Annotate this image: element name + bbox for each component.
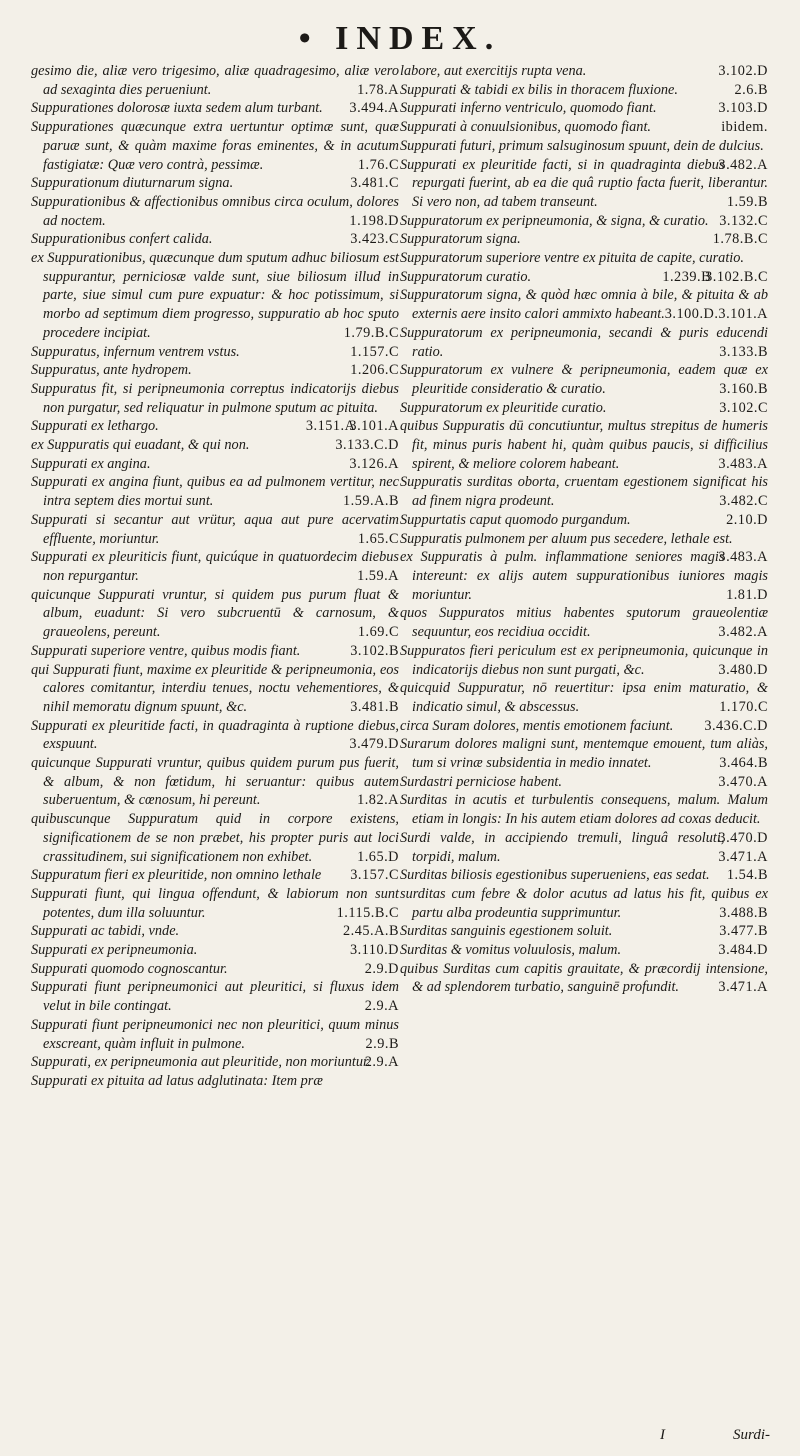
left-column [31, 62, 399, 1091]
entry-text: gesimo die, aliæ vero trigesimo, aliæ quadragesimo, aliæ vero ad sexaginta dies perueniunt. [31, 63, 399, 98]
entry-text: Suppurati fiunt, qui lingua offendunt, & labiorum non sunt potentes, dum illa soluuntur. [31, 885, 399, 921]
index-entry [400, 99, 768, 118]
index-entry [400, 81, 768, 100]
entry-text: Suppurati, ex peripneumonia aut pleuritide, non moriuntur. [31, 1054, 371, 1071]
entry-reference: 2.9.B [365, 1035, 399, 1052]
entry-reference: 1.54.B [726, 867, 768, 884]
entry-reference: 3.100.D.3.101.A [664, 306, 768, 323]
entry-reference: 1.206.C [350, 362, 399, 379]
signature-mark: I [660, 1427, 665, 1443]
entry-text: circa Suram dolores, mentis emotionem faciunt. [400, 717, 674, 734]
entry-text: Surditas sanguinis egestionem soluit. [400, 923, 613, 940]
entry-reference: 3.471.A [718, 979, 768, 996]
entry-text: Surditas in acutis et turbulentis consequens, malum. Malum etiam in longis: In his autem etiam dolores ad coxas deducit. [400, 792, 768, 828]
entry-text: quibus Surditas cum capitis grauitate, & præcordij intensione, & ad splendorem turbatio, sanguinē profundit. [400, 960, 768, 996]
entry-text: Suppurati fiunt peripneumonici aut pleuritici, si fluxus idem velut in bile contingat. [31, 979, 399, 1015]
index-entry [31, 174, 399, 193]
index-entry [400, 212, 768, 231]
entry-text: labore, aut exercitijs rupta vena. [400, 63, 587, 79]
entry-text: Suppuratorum ex pleuritide curatio. [400, 399, 607, 416]
index-entry [400, 717, 768, 736]
entry-reference: 3.480.D [718, 661, 768, 678]
entry-text: Suppurati si secantur aut vrütur, aqua aut pure acervatim effluente, moriuntur. [31, 511, 399, 547]
entry-text: Suppurati ac tabidi, vnde. [31, 923, 180, 940]
entry-reference: 1.79.B.C [343, 324, 399, 341]
entry-text: Surarum dolores maligni sunt, mentemque emouent, tum aliàs, tum si vrinæ subsidentia in medio innatet. [400, 736, 768, 772]
entry-reference: 3.133.C.D [335, 437, 399, 454]
index-entry [400, 735, 768, 772]
index-entry [31, 717, 399, 754]
entry-text: Suppuratorum ex peripneumonia, secandi & puris educendi ratio. [400, 324, 768, 360]
index-entry [400, 866, 768, 885]
entry-reference: 3.482.A [718, 156, 768, 173]
entry-text: Suppuratorum ex peripneumonia, & signa, & curatio. [400, 212, 709, 229]
index-entry [400, 885, 768, 922]
entry-text: Suppurati ex pleuriticis fiunt, quicúque in quatuordecim diebus non repurgantur. [31, 549, 399, 584]
entry-text: Surdastri perniciose habent. [400, 773, 562, 790]
index-entry [31, 361, 399, 380]
index-entry [31, 193, 399, 230]
index-entry [31, 661, 399, 717]
entry-reference: 3.484.D [718, 942, 768, 959]
entry-text: ex Suppurationibus, quæcunque dum sputum adhuc biliosum est suppurantur, perniciosæ valde sunt, siue biliosum illud in parte, siue simul cum pure expuatur: & hoc potissimum, si morbo ad septimum diem progresso, suppuratio ab hoc sputo procedere incipiat. [31, 250, 399, 341]
entry-reference: 3.151.A [305, 418, 356, 435]
entry-reference: 3.464.B [719, 755, 768, 772]
index-entry [31, 810, 399, 866]
entry-reference: 1.115.B.C [336, 904, 399, 921]
entry-text: Suppurati superiore ventre, quibus modis fiant. [31, 642, 301, 659]
index-entry [31, 1053, 399, 1072]
entry-text: Suppuratus, ante hydropem. [31, 362, 192, 379]
entry-reference: 3.157.C [350, 867, 399, 884]
entry-text: quibuscunque Suppuratum quid in corpore existens, significationem de se non præbet, his propter puris aut loci crassitudinem, sui significationem non exhibet. [31, 811, 399, 865]
entry-text: Suppuratus, infernum ventrem vstus. [31, 343, 240, 360]
entry-reference: 1.78.A [357, 81, 399, 98]
entry-text: Suppurati ex angina fiunt, quibus ea ad pulmonem vertitur, nec intra septem dies mortui sunt. [31, 474, 399, 510]
index-entry [31, 586, 399, 642]
index-entry [31, 866, 399, 885]
index-entry [400, 604, 768, 641]
entry-text: Suppuratum fieri ex pleuritide, non omnino lethale [31, 867, 322, 884]
entry-reference: 3.110.D [349, 942, 399, 959]
right-column [400, 62, 768, 997]
entry-text: surditas cum febre & dolor acutus ad latus his fit, quibus ex partu alba prodeuntia supprimuntur. [400, 885, 768, 921]
entry-reference: 1.170.C [719, 698, 768, 715]
entry-text: Suppuratorum signa. [400, 231, 521, 248]
entry-text: Suppuratorum signa, & quòd hæc omnia à bile, & pituita & ab externis aere insito calori ammixto habeant. [400, 287, 768, 323]
entry-reference: 3.102.C [719, 399, 768, 416]
index-entry [400, 829, 768, 866]
index-entry [400, 511, 768, 530]
index-entry [31, 1016, 399, 1053]
index-entry [31, 436, 399, 455]
entry-reference: 3.470.D [718, 829, 768, 846]
entry-reference: 1.65.C [357, 530, 399, 547]
entry-reference: 3.102.D [718, 63, 768, 79]
entry-text: Suppurationibus & affectionibus omnibus circa oculum, dolores ad noctem. [31, 193, 399, 229]
index-entry [31, 230, 399, 249]
entry-text: Suppurati futuri, primum salsuginosum spuunt, dein de dulcius. [400, 137, 764, 154]
index-entry [31, 960, 399, 979]
entry-reference: 3.470.A [718, 773, 768, 790]
entry-reference: 2.6.B [734, 81, 768, 98]
index-entry [31, 417, 399, 436]
entry-text: quos Suppuratos mitius habentes sputorum graueolentiæ sequuntur, eos recidiua occidit. [400, 605, 768, 641]
entry-reference: 3.481.C [350, 175, 399, 192]
entry-text: Suppurationum diuturnarum signa. [31, 175, 234, 192]
entry-text: ex Suppuratis à pulm. inflammatione seniores magis intereunt: ex alijs autem suppurationibus iuniores magis moriuntur. [400, 549, 768, 603]
entry-reference: 3.488.B [719, 904, 768, 921]
entry-text: Suppuratorum superiore ventre ex pituita de capite, curatio. [400, 250, 744, 267]
catchword: Surdi- [733, 1427, 770, 1443]
entry-reference: 2.9.A [364, 1054, 399, 1071]
page-title: • INDEX. [298, 20, 502, 57]
index-entry [400, 399, 768, 418]
entry-reference: 1.59.A.B [342, 493, 399, 510]
entry-reference: 1.78.B.C [712, 231, 768, 248]
entry-text: Surditas & vomitus voluulosis, malum. [400, 942, 622, 959]
entry-reference: 3.482.C [719, 493, 768, 510]
index-entry [400, 324, 768, 361]
index-entry [31, 922, 399, 941]
index-entry [31, 978, 399, 1015]
entry-text: Suppurati quomodo cognoscantur. [31, 960, 228, 977]
entry-reference: 3.160.B [719, 380, 768, 397]
entry-reference: 3.481.B [350, 698, 399, 715]
entry-text: qui Suppurati fiunt, maxime ex pleuritide & peripneumonia, eos calores comitantur, interdiu tenues, noctu vehementiores, & nihil memoratu dignum spuunt, &c. [31, 661, 399, 715]
entry-text: Suppurationibus confert calida. [31, 231, 213, 248]
index-entry [31, 941, 399, 960]
entry-text: quibus Suppuratis dū concutiuntur, multus strepitus de humeris fit, minus puris habent hi, quàm quibus paucis, si difficilius spirent, & meliore colorem habeant. [400, 418, 768, 472]
entry-text: quicunque Suppurati vruntur, quibus quidem purum pus fuerit, & album, & non fœtidum, hi seruantur: quibus autem suberuentum, & cœnosum, hi pereunt. [31, 755, 399, 809]
entry-text: Suppurati & tabidi ex bilis in thoracem fluxione. [400, 81, 678, 98]
index-entry [400, 773, 768, 792]
index-entry [400, 62, 768, 81]
index-entry [400, 922, 768, 941]
index-entry [400, 361, 768, 398]
index-entry [400, 230, 768, 249]
entry-reference: 3.477.B [719, 923, 768, 940]
entry-text: Suppurtatis caput quomodo purgandum. [400, 511, 631, 528]
index-entry [31, 118, 399, 174]
entry-reference: 3.494.A [349, 100, 399, 117]
entry-text: Suppurati ex angina. [31, 455, 151, 472]
entry-reference: 1.69.C [357, 624, 399, 641]
index-entry [400, 548, 768, 604]
entry-text: Suppurati ex pituita ad latus adglutinata: Item præ [31, 1072, 323, 1089]
entry-reference: 3.133.B [719, 343, 768, 360]
entry-reference: 3.126.A [349, 455, 399, 472]
entry-text: Surditas biliosis egestionibus superueniens, eas sedat. [400, 867, 710, 884]
index-entry [400, 286, 768, 323]
index-entry [31, 642, 399, 661]
index-entry [400, 941, 768, 960]
entry-reference: 3.483.A [718, 455, 768, 472]
index-entry [400, 530, 768, 566]
entry-reference: 2.9.A [364, 998, 399, 1015]
entry-reference: 1.157.C [350, 343, 399, 360]
entry-text: quicquid Suppuratur, nō reuertitur: ipsa enim maturatio, & indicatio simul, & abscessus. [400, 680, 768, 715]
index-entry [31, 473, 399, 510]
entry-reference: 3.132.C [719, 212, 768, 229]
index-entry [31, 99, 399, 118]
index-entry [31, 455, 399, 474]
entry-reference: 3.471.A [718, 848, 768, 865]
index-entry [400, 791, 768, 846]
entry-text: Suppurati ex pleuritide facti, in quadraginta à ruptione diebus, exspuunt. [31, 717, 399, 753]
index-entry [400, 642, 768, 679]
index-entry [31, 62, 399, 99]
entry-text: Suppurati à conuulsionibus, quomodo fiant. [400, 119, 651, 136]
index-entry [31, 548, 399, 585]
entry-reference: 3.101.A [349, 418, 399, 435]
index-entry [31, 1072, 399, 1091]
index-entry [400, 417, 768, 473]
entry-reference: 1.198.D [349, 212, 399, 229]
entry-text: Suppuratorum curatio. [400, 268, 532, 285]
index-entry [400, 679, 768, 716]
entry-reference: 1.82.A [357, 792, 399, 809]
entry-text: Suppuratorum ex vulnere & peripneumonia, eadem quæ ex pleuritide consideratio & curatio. [400, 362, 768, 397]
index-entry [400, 960, 768, 997]
entry-text: ex Suppuratis qui euadant, & qui non. [31, 437, 250, 454]
entry-text: Suppurati ex pleuritide facti, si in quadraginta diebus repurgati fuerint, ab ea die quâ ruptio facta fuerit, liberantur. Si vero non, ad tabem transeunt. [400, 156, 768, 210]
entry-reference: 3.423.C [350, 231, 399, 248]
entry-reference: 1.81.D [726, 586, 768, 603]
index-entry [31, 885, 399, 922]
index-entry [400, 137, 768, 173]
entry-text: Suppurati fiunt peripneumonici nec non pleuritici, quum minus exscreant, quàm influit in pulmone. [31, 1016, 399, 1052]
entry-text: Suppuratis surditas oborta, cruentam egestionem significat his ad finem nigra prodeunt. [400, 474, 768, 510]
entry-reference: 3.483.A [718, 549, 768, 566]
entry-reference: 1.76.C [357, 156, 399, 173]
index-entry [31, 511, 399, 548]
entry-reference: 2.45.A.B [342, 923, 399, 940]
entry-text: Suppuratis pulmonem per aluum pus secedere, lethale est. [400, 530, 733, 547]
entry-reference: 1.59.A [357, 567, 399, 584]
entry-text: Suppurati ex lethargo. [31, 418, 159, 435]
entry-reference: 1.59.B [726, 193, 768, 210]
entry-reference: 3.482.A [718, 624, 768, 641]
index-entry [400, 473, 768, 510]
entry-text: Suppuratos fieri periculum est ex peripneumonia, quicunque in indicatorijs diebus non sunt purgati, &c. [400, 642, 768, 678]
entry-reference: ibidem. [721, 119, 768, 136]
entry-reference: 3.102.B [350, 642, 399, 659]
entry-text: Suppurati inferno ventriculo, quomodo fiant. [400, 100, 657, 117]
index-entry [31, 249, 399, 343]
entry-reference: 3.479.D [349, 736, 399, 753]
entry-text: Suppurationes quæcunque extra uertuntur optimæ sunt, quæ paruæ sunt, & quàm maxime foras eminentes, & in acutum fastigiatæ: Quæ vero contrà, pessimæ. [31, 119, 399, 173]
entry-text: quicunque Suppurati vruntur, si quidem pus purum fluat & album, euadunt: Si vero subcruentū & carnosum, & graueolens, pereunt. [31, 586, 399, 641]
index-entry [31, 343, 399, 362]
index-entry [31, 754, 399, 810]
entry-reference: 3.436.C.D [704, 717, 768, 734]
entry-reference: 1.239.B [662, 268, 712, 285]
index-entry [400, 156, 768, 212]
entry-text: Suppurationes dolorosæ iuxta sedem alum turbant. [31, 100, 323, 117]
entry-text: Surdi valde, in accipiendo tremuli, linguâ resoluti, torpidi, malum. [400, 829, 725, 865]
entry-reference: 3.102.B.C [705, 268, 768, 285]
entry-text: Suppuratus fit, si peripneumonia correptus indicatorijs diebus non purgatur, sed reliquatur in pulmone sputum ac pituita. [31, 380, 399, 416]
entry-reference: 2.9.D [364, 960, 399, 977]
entry-reference: 2.10.D [726, 511, 768, 528]
entry-text: Suppurati ex peripneumonia. [31, 942, 198, 959]
entry-reference: 1.65.D [357, 848, 399, 865]
entry-reference: 3.103.D [718, 100, 768, 117]
index-entry [400, 118, 768, 137]
